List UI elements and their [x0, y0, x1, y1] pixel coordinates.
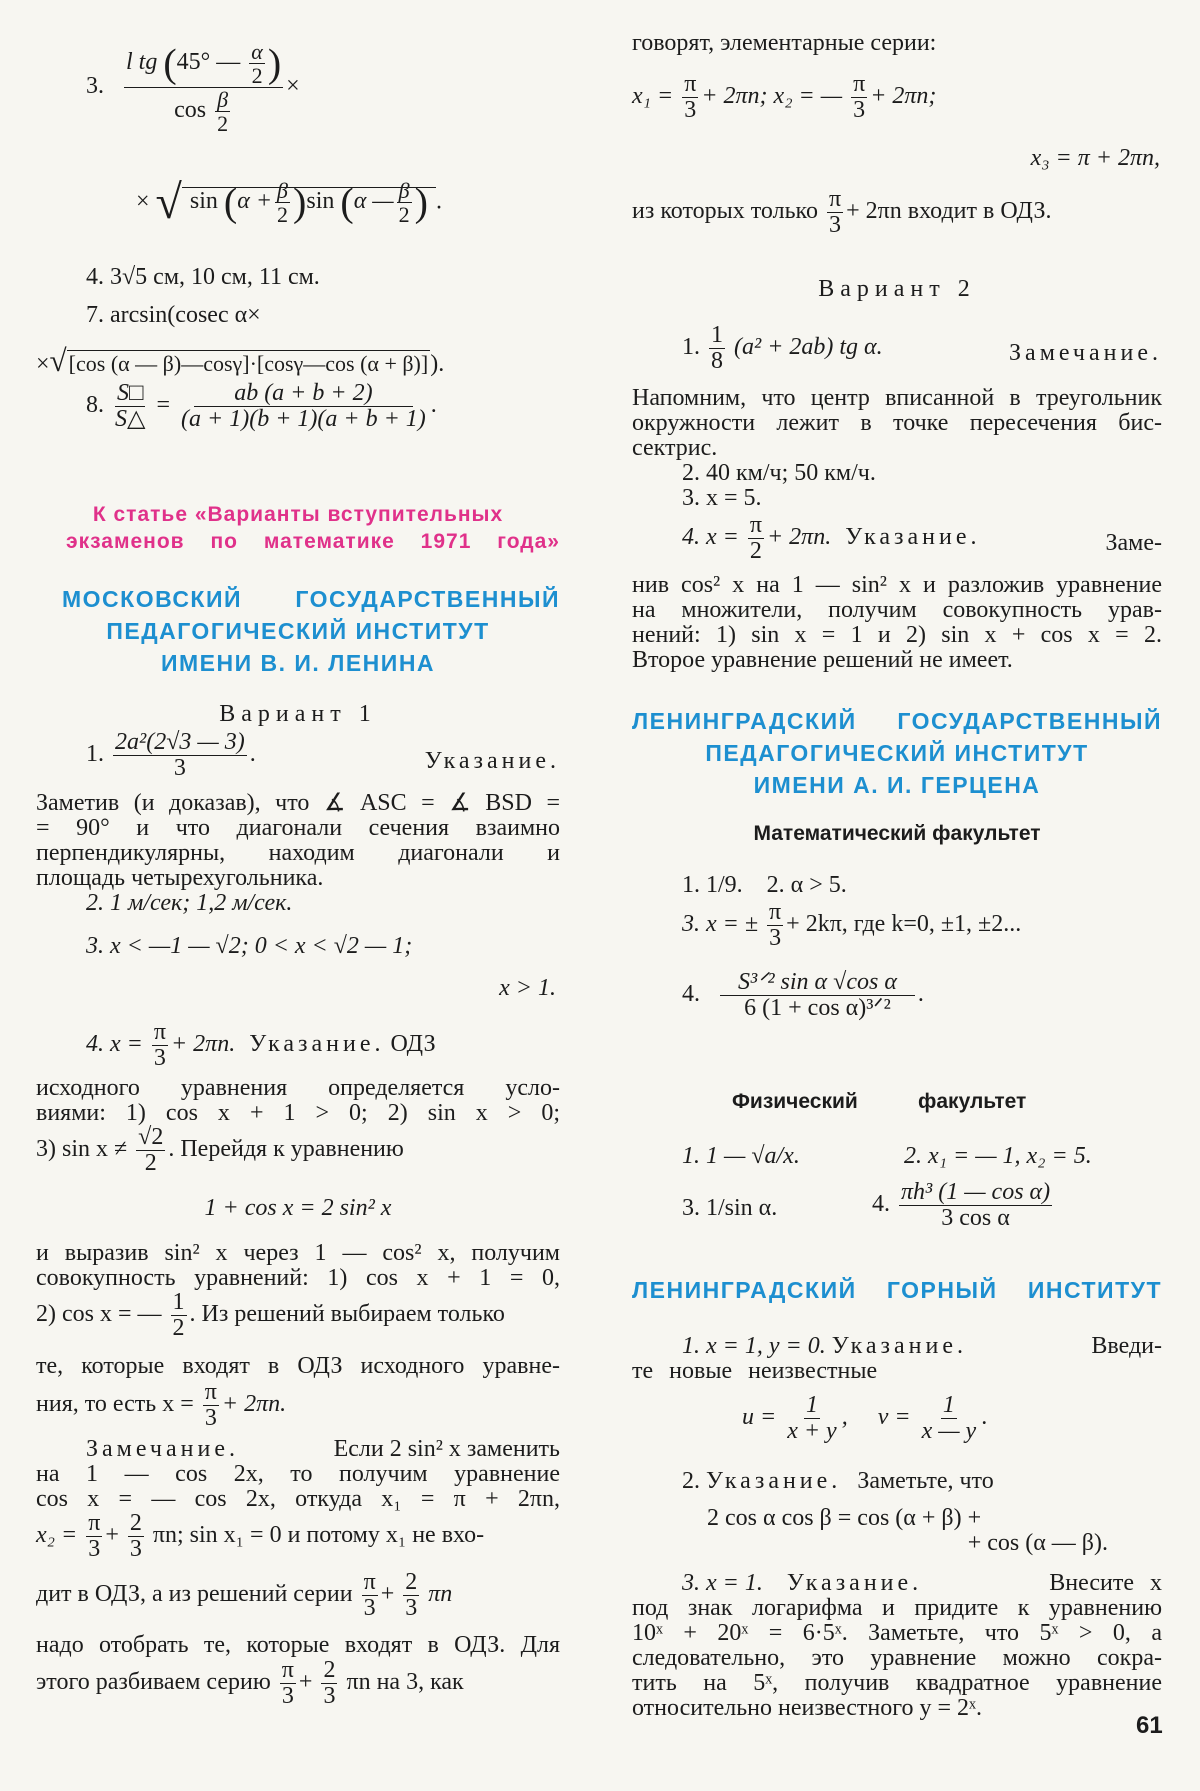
mining-answer-1 [682, 1333, 1162, 1361]
denominator: 2 [277, 202, 289, 228]
denominator: 3 [363, 1595, 376, 1622]
numerator: 2 [323, 1657, 336, 1683]
math-text: . Из решений выбираем только [189, 1301, 505, 1328]
v1-answer-4 [86, 1020, 560, 1071]
math-text: ). [430, 351, 445, 377]
text-line-fraction [632, 187, 1051, 238]
denominator: 3 [829, 212, 842, 239]
math-answer-4 [682, 970, 924, 1021]
text-line: исходного уравнения определяется усло- [36, 1075, 560, 1101]
answer-3-main-fraction [124, 40, 283, 135]
paren: ( [340, 179, 354, 225]
math-text: + 2πn входит в ОДЗ. [846, 198, 1052, 225]
institute-heading-line-3: ИМЕНИ А. И. ГЕРЦЕНА [753, 772, 1041, 798]
item-number: 8. [86, 392, 104, 419]
math-text: 3) sin x ≠ [36, 1136, 128, 1163]
fraction [403, 1570, 419, 1621]
math-text: , v = [841, 1404, 911, 1431]
numerator: 2a²(2√3 — 3) [115, 729, 245, 755]
math-text: . [917, 981, 924, 1008]
denominator: (a + 1)(b + 1)(a + b + 1) [181, 406, 426, 433]
math-text: 3. x = ± [682, 911, 759, 938]
numerator: π [749, 512, 762, 538]
paren: ) [267, 40, 282, 86]
fraction [682, 72, 698, 123]
numerator: α [251, 39, 263, 64]
math-text: sin [306, 188, 335, 215]
math-text: из которых только [632, 198, 818, 225]
denominator: 3 [88, 1536, 101, 1563]
denominator: 8 [711, 348, 723, 375]
fraction [280, 1658, 296, 1709]
text-line-fraction [36, 1658, 560, 1709]
denominator: 3 [153, 1045, 166, 1072]
fraction [128, 1511, 144, 1562]
math-text: . [249, 741, 256, 768]
math-text: дит в ОДЗ, а из решений серии [36, 1581, 353, 1608]
answer-4: 4. 3√5 см, 10 см, 11 см. [86, 264, 320, 290]
denominator: S△ [115, 406, 146, 433]
v1-answer-2: 2. 1 м/сек; 1,2 м/сек. [86, 890, 293, 916]
hint-label: Указание. [831, 1333, 968, 1359]
math-text: × [136, 188, 150, 215]
denominator: x — y [921, 1418, 977, 1445]
item-number: 1. [682, 334, 700, 361]
numerator: 1 [942, 1392, 955, 1418]
denominator: 3 [204, 1405, 217, 1432]
numerator: S□ [116, 380, 144, 406]
equation: 1 + cos x = 2 sin² x [204, 1195, 392, 1221]
text-line: 10ˣ + 20ˣ = 6·5ˣ. Заметьте, что 5ˣ > 0, а [632, 1620, 1162, 1646]
answer-8 [86, 381, 437, 432]
math-text: Заме- [1105, 530, 1162, 556]
v2-answer-1 [682, 323, 1162, 374]
numerator: 1 [805, 1392, 818, 1418]
math-text: + 2kπ, где k=0, ±1, ±2... [786, 911, 1022, 938]
numerator: π [769, 899, 782, 925]
text-line: и выразив sin² x через 1 — cos² x, получим [36, 1240, 560, 1266]
fraction [86, 1511, 102, 1562]
math-text: = [156, 392, 171, 419]
fraction [851, 72, 867, 123]
variant-1-heading: Вариант 1 [219, 701, 377, 727]
text-line: Напомним, что центр вписанной в треугольник [632, 385, 1162, 411]
math-answers-1-2: 1. 1/9. 2. α > 5. [682, 872, 847, 898]
hint-label: Указание. [786, 1570, 923, 1596]
v1-answer-3: 3. x < —1 — √2; 0 < x < √2 — 1; [86, 933, 413, 959]
text-line: = 90° и что диагонали сечения взаимно [36, 815, 560, 841]
numerator: π [153, 1019, 166, 1045]
v1-answer-3-cont: x > 1. [499, 975, 556, 1001]
math-text: × [286, 73, 300, 100]
math-text: + 2πn. [170, 1031, 236, 1058]
math-text: + 2πn; [870, 83, 937, 110]
institute-heading-line-1: ЛЕНИНГРАДСКИЙ ГОСУДАРСТВЕННЫЙ [632, 708, 1162, 734]
text-line: под знак логарифма и придите к уравнению [632, 1595, 1162, 1621]
math-text: + [380, 1581, 395, 1608]
text-line: тить на 5ˣ, получив квадратное уравнение [632, 1670, 1162, 1696]
denominator: x + y [787, 1418, 837, 1445]
numerator: 1 [172, 1289, 185, 1315]
faculty-heading-word-2: факультет [918, 1090, 1027, 1113]
mining-answer-2 [682, 1468, 994, 1496]
numerator: √2 [138, 1124, 164, 1150]
item-number: 2. [682, 1468, 700, 1494]
identity-line-1: 2 cos α cos β = cos (α + β) + [707, 1505, 982, 1531]
numerator: π [88, 1510, 101, 1536]
variant-2-heading: Вариант 2 [818, 276, 976, 302]
fraction [203, 1380, 219, 1431]
numerator: 1 [711, 322, 723, 348]
remark-label: Замечание. [86, 1436, 239, 1462]
v2-answer-4 [682, 513, 1162, 564]
denominator: 3 [853, 97, 866, 124]
sqrt-sign: √ [155, 176, 182, 229]
math-text: πn [428, 1581, 453, 1608]
denominator: 3 [769, 925, 782, 952]
math-text: + [298, 1669, 313, 1696]
faculty-heading: Математический факультет [753, 822, 1041, 845]
text-line-fraction [36, 1511, 484, 1562]
physics-answer-2: 2. x₁ = — 1, x₂ = 5. [904, 1143, 1092, 1169]
institute-heading-line-3: ИМЕНИ В. И. ЛЕНИНА [160, 650, 436, 676]
math-text: + [105, 1522, 119, 1549]
denominator [172, 88, 235, 135]
math-text: 3. x = 1. [682, 1570, 763, 1596]
paren: ) [414, 179, 428, 225]
numerator [124, 40, 283, 88]
text-line: окружности лежит в точке пересечения бис- [632, 410, 1162, 436]
paren: ) [293, 179, 307, 225]
numerator: β [398, 178, 410, 204]
denominator: 3 [129, 1536, 142, 1563]
institute-heading-line-2: ПЕДАГОГИЧЕСКИЙ ИНСТИТУТ [705, 740, 1089, 766]
series-line [632, 72, 936, 123]
text-line-fraction [36, 1380, 286, 1431]
fraction [113, 730, 247, 781]
numerator: π [853, 71, 866, 97]
fraction [171, 1290, 187, 1341]
denominator: 2 [217, 111, 229, 137]
text-line: те, которые входят в ОДЗ исходного уравне- [36, 1353, 560, 1379]
math-text: 4. x = [682, 524, 739, 551]
text-line: нений: 1) sin x = 1 и 2) sin x + cos x = 2. [632, 622, 1162, 648]
answer-3-radical [136, 175, 442, 231]
text-line: Заметив (и доказав), что ∡ ASC = ∡ BSD = [36, 790, 560, 816]
math-text: . [981, 1404, 988, 1431]
math-text: 45° — [176, 49, 241, 76]
math-text: 2) cos x = — [36, 1301, 162, 1328]
paren: ( [163, 40, 177, 86]
answer-7-radical [36, 343, 444, 379]
text-line: совокупность уравнений: 1) cos x + 1 = 0, [36, 1265, 560, 1291]
sqrt-sign: √ [49, 343, 67, 378]
paren: ( [223, 179, 238, 225]
text-line: на множители, получим совокупность урав- [632, 597, 1162, 623]
math-text: u = [742, 1404, 777, 1431]
institute-heading-line-2: ПЕДАГОГИЧЕСКИЙ ИНСТИТУТ [106, 618, 490, 644]
institute-heading-line-1: МОСКОВСКИЙ ГОСУДАРСТВЕННЫЙ [62, 586, 560, 612]
math-text: l tg [126, 49, 158, 76]
fraction [362, 1570, 378, 1621]
answer-7: 7. arcsin(cosec α× [86, 302, 261, 328]
denominator: 2 [144, 1150, 157, 1177]
fraction [215, 88, 230, 135]
physics-answer-3: 3. 1/sin α. [682, 1195, 778, 1221]
text-line-fraction [36, 1125, 404, 1176]
text-line-fraction [36, 1570, 560, 1621]
numerator: π [204, 1379, 217, 1405]
fraction [275, 179, 290, 226]
text-line: следовательно, это уравнение можно сокра- [632, 1645, 1162, 1671]
numerator: ab (a + b + 2) [194, 381, 412, 407]
new-variables [742, 1393, 987, 1444]
text-line: площадь четырехугольника. [36, 865, 324, 891]
item-number: 3. [86, 73, 104, 100]
reference-title-line-1: К статье «Варианты вступительных [92, 503, 504, 526]
radicand [182, 178, 436, 228]
math-text: Введи- [1091, 1333, 1162, 1359]
fraction [709, 323, 725, 374]
math-text: + 2πn. [221, 1391, 287, 1418]
denominator: 2 [749, 538, 762, 565]
math-text: × [36, 351, 50, 377]
numerator: π [828, 186, 842, 212]
item-number: 4. [872, 1191, 890, 1218]
numerator: β [277, 178, 289, 204]
math-text: 1. x = 1, y = 0. [682, 1333, 826, 1359]
answer-3-expression [86, 40, 300, 135]
denominator: 3 [173, 755, 186, 782]
numerator: π [363, 1569, 376, 1595]
identity-line-2: + cos (α — β). [967, 1530, 1108, 1556]
radicand: [cos (α — β)—cosγ]·[cosγ—cos (α + β)] [68, 351, 429, 376]
math-text: ния, то есть x = [36, 1391, 194, 1418]
math-text: sin [189, 188, 218, 215]
text-line: на 1 — cos 2x, то получим уравнение [36, 1461, 560, 1487]
denominator: 3 [684, 97, 697, 124]
fraction [720, 970, 915, 1021]
page-number: 61 [1136, 1712, 1163, 1739]
denominator: 3 [405, 1595, 418, 1622]
institute-heading: ЛЕНИНГРАДСКИЙ ГОРНЫЙ ИНСТИТУТ [632, 1277, 1162, 1303]
v1-answer-1 [86, 730, 560, 781]
denominator: 6 (1 + cos α)³ᐟ² [744, 995, 891, 1022]
denominator: 3 [281, 1683, 294, 1710]
fraction [397, 179, 412, 226]
math-text: πn на 3, как [346, 1669, 464, 1696]
hint-label: Указание. [845, 524, 981, 551]
hint-label: Указание. [424, 748, 560, 774]
text-line: надо отобрать те, которые входят в ОДЗ. Для [36, 1632, 560, 1658]
text-line: говорят, элементарные серии: [632, 30, 937, 56]
math-text: (a² + 2ab) tg α. [734, 334, 883, 361]
fraction [767, 900, 783, 951]
math-text: Внесите x [1049, 1570, 1162, 1596]
denominator: 2 [398, 202, 410, 228]
hint-label: Указание. [249, 1031, 385, 1058]
math-text: x₁ = [632, 83, 674, 110]
text-line: относительно неизвестного y = 2ˣ. [632, 1695, 982, 1721]
text-line: cos x = — cos 2x, откуда x₁ = π + 2πn, [36, 1486, 560, 1512]
item-number: 1. [86, 741, 104, 768]
denominator: 3 cos α [941, 1205, 1010, 1232]
numerator: β [217, 87, 229, 113]
math-text: α — [353, 188, 394, 215]
numerator: π [281, 1657, 294, 1683]
physics-answer-1: 1. 1 — √a/x. [682, 1143, 800, 1169]
text-line: те новые неизвестные [632, 1358, 878, 1384]
fraction [136, 1125, 165, 1176]
text-line: сектрис. [632, 435, 718, 461]
v2-answer-3: 3. x = 5. [682, 485, 762, 511]
fraction [179, 381, 428, 432]
text-line: перпендикулярны, находим диагонали и [36, 840, 560, 866]
fraction [785, 1393, 839, 1444]
text-line-fraction [36, 1290, 505, 1341]
remark-line [86, 1436, 560, 1464]
text-line: виями: 1) cos x + 1 > 0; 2) sin x > 0; [36, 1100, 560, 1126]
v2-answer-2: 2. 40 км/ч; 50 км/ч. [682, 460, 876, 486]
fraction [899, 1180, 1052, 1231]
math-text: . [435, 188, 442, 215]
math-text: + 2πn; x₂ = — [701, 83, 843, 110]
math-text: πn; sin x₁ = 0 и потому x₁ не вхо- [152, 1522, 485, 1549]
reference-title-line-2: экзаменов по математике 1971 года» [66, 530, 560, 553]
physics-answer-4 [872, 1180, 1055, 1231]
math-text: . [430, 392, 437, 419]
math-text: α + [237, 188, 273, 215]
math-text: . Перейдя к уравнению [168, 1136, 404, 1163]
fraction [152, 1020, 168, 1071]
math-text: ОДЗ [390, 1031, 436, 1058]
remark-label: Замечание. [1009, 340, 1162, 366]
numerator: π [684, 71, 697, 97]
fraction [321, 1658, 337, 1709]
math-text: 4. x = [86, 1031, 143, 1058]
math-text: Если 2 sin² x заменить [333, 1436, 560, 1462]
math-text: + 2πn. [766, 524, 832, 551]
fraction [113, 381, 147, 432]
numerator: S³ᐟ² sin α √cos α [720, 970, 915, 996]
fraction [249, 40, 265, 87]
text-line: Второе уравнение решений не имеет. [632, 647, 1013, 673]
denominator: 2 [251, 63, 263, 89]
numerator: πh³ (1 — cos α) [901, 1179, 1051, 1205]
math-text: x₂ = [36, 1522, 78, 1549]
series-line: x₃ = π + 2πn, [1030, 145, 1160, 171]
math-text: cos [174, 97, 207, 124]
fraction [920, 1393, 979, 1444]
item-number: 4. [682, 981, 700, 1008]
math-text: Заметьте, что [857, 1468, 994, 1494]
faculty-heading-word-1: Физический [732, 1090, 858, 1113]
fraction [748, 513, 764, 564]
denominator: 3 [323, 1683, 336, 1710]
denominator: 2 [172, 1315, 185, 1342]
numerator: 2 [405, 1569, 418, 1595]
numerator: 2 [129, 1510, 142, 1536]
text-line: нив cos² x на 1 — sin² x и разложив уравнение [632, 572, 1162, 598]
math-answer-3 [682, 900, 1021, 951]
mining-answer-3 [682, 1570, 1162, 1598]
math-text: этого разбиваем серию [36, 1669, 271, 1696]
fraction [827, 187, 843, 238]
hint-label: Указание. [706, 1468, 842, 1494]
